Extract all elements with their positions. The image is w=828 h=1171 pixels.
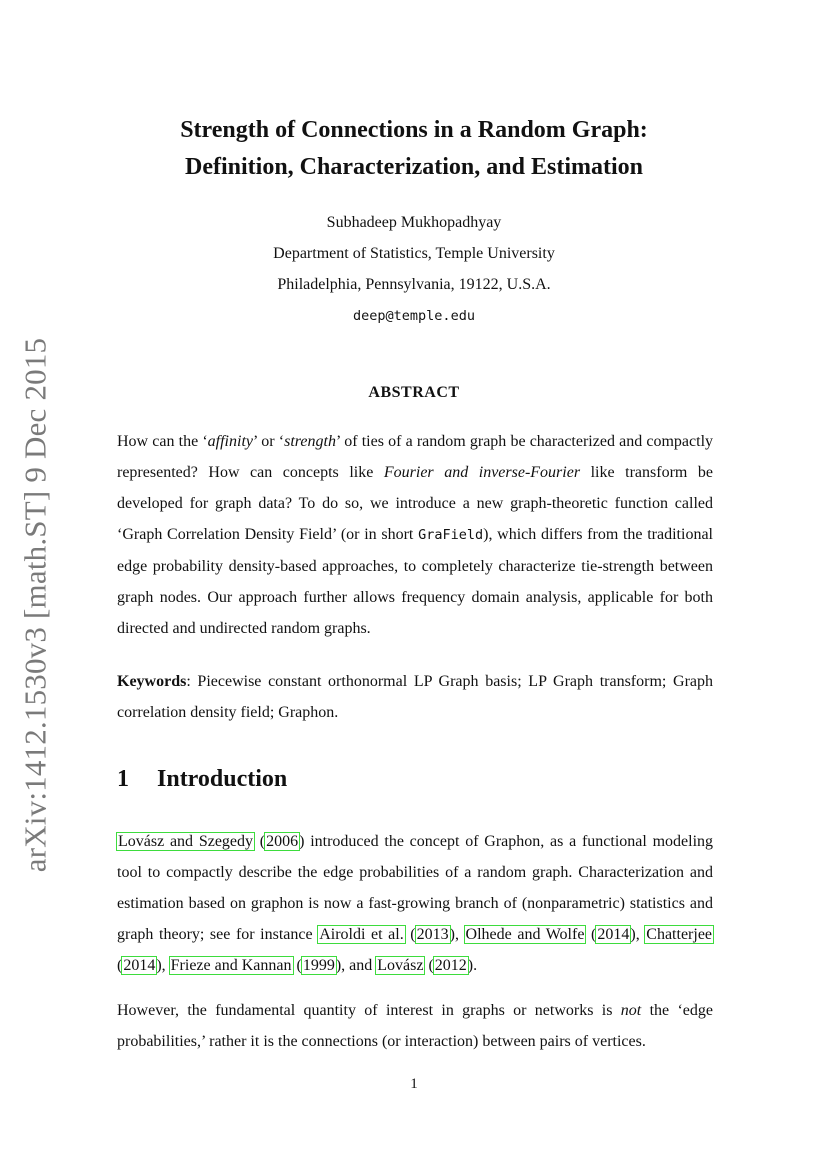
keywords-text: : Piecewise constant orthonormal LP Graph basis; LP Graph transform; Graph correlation density field; Graphon. <box>117 673 713 721</box>
citation-year-link[interactable]: 2014 <box>123 957 156 974</box>
intro-text-1: introduced the concept of Graphon, as a functional modeling tool to compactly describe the edge probabilities of a random graph. Characterization and estimation based on graphon is now a fast-growing branch of (nonparametric) statistics and graph theory; see for instance <box>117 833 714 943</box>
intro-paragraph-2 <box>117 995 713 1057</box>
author-affiliation: Department of Statistics, Temple University <box>273 245 555 262</box>
abstract-text-1: How can the ‘ <box>117 433 208 450</box>
abstract-text-5: ), which differs from the traditional edge probability density-based approaches, to completely characterize tie-strength between graph nodes. Our approach further allows frequency domain analysis, applicable for both directed and undirected random graphs. <box>117 526 713 637</box>
abstract-strength: strength <box>284 433 336 450</box>
abstract-fourier: Fourier and inverse-Fourier <box>383 464 581 481</box>
section-title: Introduction <box>157 766 288 792</box>
keywords-label: Keywords <box>117 673 187 690</box>
intro2-text-b: the ‘edge probabilities,’ rather it is the connections (or interaction) between pairs of vertices. <box>117 1002 713 1050</box>
page-number: 1 <box>410 1076 418 1092</box>
abstract-grafield: GraField <box>418 527 484 543</box>
author-email[interactable]: deep@temple.edu <box>353 308 475 324</box>
citation-link[interactable]: Frieze and Kannan <box>170 957 292 974</box>
intro-text-and: , and <box>341 957 377 974</box>
abstract-text-4: like transform be developed for graph data? To do so, we introduce a new graph-theoretic function called ‘Graph Correlation Density Field’ (or in short <box>117 464 714 543</box>
citation-year-link[interactable]: 2012 <box>434 957 467 974</box>
arxiv-identifier-stamp <box>16 337 54 873</box>
abstract-text-2: ’ or ‘ <box>252 433 285 450</box>
citation-link[interactable]: Chatterjee <box>646 926 713 943</box>
citation-year-link[interactable]: 1999 <box>302 957 335 974</box>
keywords <box>117 666 713 728</box>
title-line-1: Strength of Connections in a Random Graph: <box>180 117 648 143</box>
citation-year-link[interactable]: 2006 <box>266 833 299 850</box>
citation-link[interactable]: Olhede and Wolfe <box>465 926 585 943</box>
title-line-2: Definition, Characterization, and Estimation <box>185 154 643 180</box>
author-block <box>110 209 718 333</box>
abstract-affinity: affinity <box>207 433 253 450</box>
abstract-text-3: ’ of ties of a random graph be characterized and compactly represented? How can concepts like <box>117 433 714 481</box>
intro2-text-a: However, the fundamental quantity of interest in graphs or networks is <box>117 1002 621 1019</box>
arxiv-stamp-text: arXiv:1412.1530v3 [math.ST] 9 Dec 2015 <box>17 337 53 873</box>
citation-link[interactable]: Airoldi et al. <box>319 926 404 943</box>
section-number: 1 <box>117 766 129 792</box>
author-name: Subhadeep Mukhopadhyay <box>326 214 502 231</box>
paper-title <box>110 112 718 186</box>
citation-year-link[interactable]: 2014 <box>597 926 630 943</box>
citation-year-link[interactable]: 2013 <box>416 926 449 943</box>
abstract-body <box>117 426 713 644</box>
author-address: Philadelphia, Pennsylvania, 19122, U.S.A. <box>277 276 551 293</box>
citation-link[interactable]: Lovász and Szegedy <box>118 833 254 850</box>
intro-paragraph-1: Lovász and Szegedy (2006) introduced the concept of Graphon, as a functional modeling tool to compactly describe the edge probabilities of a random graph. Characterization and estimation based on graphon is now a fast-growing branch of (nonparametric) statistics and graph theory; see for instance Airoldi et al. (2013), Olhede and Wolfe (2014), Chatterjee (2014), Frieze and Kannan (1999), and Lovász (2012). <box>117 833 714 974</box>
abstract-heading: ABSTRACT <box>368 384 460 401</box>
citation-link[interactable]: Lovász <box>377 957 424 974</box>
intro2-not: not <box>620 1002 642 1019</box>
section-heading <box>117 766 287 793</box>
